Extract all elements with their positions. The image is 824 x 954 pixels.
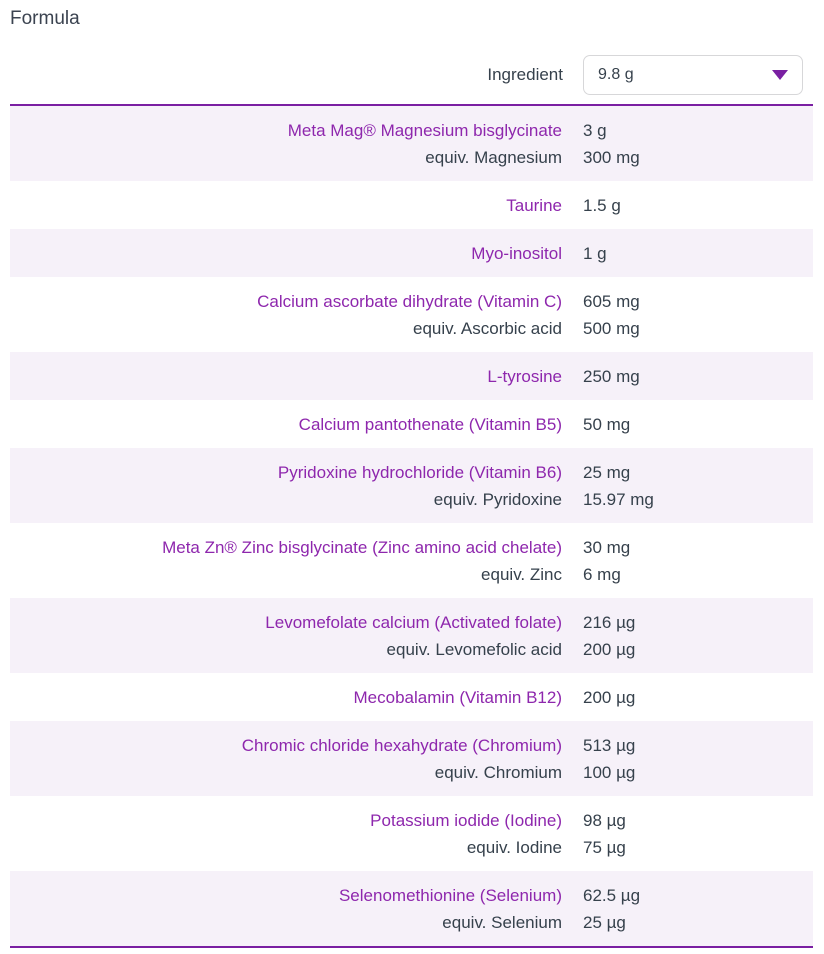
ingredient-amount-cell bbox=[583, 240, 813, 267]
ingredient-amount: 1 g bbox=[583, 244, 607, 263]
ingredient-amount-cell bbox=[583, 117, 813, 171]
ingredient-equiv-label: equiv. Levomefolic acid bbox=[386, 640, 562, 659]
table-row bbox=[10, 400, 813, 448]
ingredient-equiv-amount: 15.97 mg bbox=[583, 490, 654, 509]
ingredient-amount-cell bbox=[583, 192, 813, 219]
ingredient-name-cell bbox=[10, 411, 583, 438]
ingredient-amount: 50 mg bbox=[583, 415, 631, 434]
ingredient-name[interactable]: Meta Mag® Magnesium bisglycinate bbox=[287, 121, 562, 140]
ingredient-amount-cell bbox=[583, 609, 813, 663]
ingredient-name[interactable]: Chromic chloride hexahydrate (Chromium) bbox=[241, 736, 562, 755]
ingredient-name-cell bbox=[10, 609, 583, 663]
table-row bbox=[10, 871, 813, 946]
serving-size-value: 9.8 g bbox=[598, 66, 634, 83]
ingredient-amount: 30 mg bbox=[583, 538, 631, 557]
table-row bbox=[10, 796, 813, 871]
ingredient-name-cell bbox=[10, 807, 583, 861]
ingredient-amount: 605 mg bbox=[583, 292, 640, 311]
table-row bbox=[10, 448, 813, 523]
ingredient-equiv-amount: 25 µg bbox=[583, 913, 626, 932]
ingredient-name[interactable]: Levomefolate calcium (Activated folate) bbox=[265, 613, 562, 632]
ingredient-name-cell bbox=[10, 882, 583, 936]
ingredient-amount-cell bbox=[583, 288, 813, 342]
ingredient-amount-cell bbox=[583, 411, 813, 438]
ingredient-amount-cell bbox=[583, 684, 813, 711]
ingredient-name[interactable]: L-tyrosine bbox=[487, 367, 562, 386]
ingredient-equiv-amount: 75 µg bbox=[583, 838, 626, 857]
ingredient-equiv-amount: 6 mg bbox=[583, 565, 621, 584]
table-row bbox=[10, 523, 813, 598]
ingredient-name-cell bbox=[10, 288, 583, 342]
table-row bbox=[10, 721, 813, 796]
table-row bbox=[10, 229, 813, 277]
ingredient-amount-cell bbox=[583, 363, 813, 390]
ingredient-name[interactable]: Calcium pantothenate (Vitamin B5) bbox=[298, 415, 562, 434]
ingredient-name[interactable]: Meta Zn® Zinc bisglycinate (Zinc amino acid chelate) bbox=[162, 538, 562, 557]
table-row bbox=[10, 277, 813, 352]
ingredient-column-header: Ingredient bbox=[487, 65, 563, 84]
table-row bbox=[10, 106, 813, 181]
ingredient-name-cell bbox=[10, 732, 583, 786]
ingredient-amount: 25 mg bbox=[583, 463, 631, 482]
ingredient-equiv-amount: 300 mg bbox=[583, 148, 640, 167]
ingredient-amount: 250 mg bbox=[583, 367, 640, 386]
serving-size-dropdown[interactable] bbox=[583, 55, 803, 95]
ingredient-name[interactable]: Pyridoxine hydrochloride (Vitamin B6) bbox=[277, 463, 562, 482]
ingredient-equiv-label: equiv. Iodine bbox=[466, 838, 562, 857]
ingredient-name[interactable]: Selenomethionine (Selenium) bbox=[338, 886, 562, 905]
table-row bbox=[10, 598, 813, 673]
ingredient-name[interactable]: Potassium iodide (Iodine) bbox=[370, 811, 562, 830]
ingredient-name-cell bbox=[10, 363, 583, 390]
ingredient-equiv-label: equiv. Ascorbic acid bbox=[413, 319, 562, 338]
ingredient-amount-cell bbox=[583, 459, 813, 513]
ingredient-amount-cell bbox=[583, 807, 813, 861]
ingredient-name-cell bbox=[10, 534, 583, 588]
ingredient-equiv-label: equiv. Chromium bbox=[434, 763, 562, 782]
ingredient-equiv-amount: 500 mg bbox=[583, 319, 640, 338]
chevron-down-icon bbox=[772, 70, 788, 80]
ingredient-amount-cell bbox=[583, 534, 813, 588]
page-title: Formula bbox=[10, 8, 80, 29]
table-row bbox=[10, 673, 813, 721]
ingredient-amount: 513 µg bbox=[583, 736, 636, 755]
ingredient-name-cell bbox=[10, 240, 583, 267]
ingredient-amount-cell bbox=[583, 882, 813, 936]
ingredient-amount-cell bbox=[583, 732, 813, 786]
ingredient-name-cell bbox=[10, 459, 583, 513]
ingredient-equiv-label: equiv. Zinc bbox=[481, 565, 562, 584]
ingredient-name[interactable]: Mecobalamin (Vitamin B12) bbox=[353, 688, 562, 707]
ingredient-name-cell bbox=[10, 192, 583, 219]
ingredient-amount: 1.5 g bbox=[583, 196, 621, 215]
ingredient-amount: 216 µg bbox=[583, 613, 636, 632]
table-controls bbox=[0, 55, 803, 95]
ingredient-name[interactable]: Calcium ascorbate dihydrate (Vitamin C) bbox=[257, 292, 562, 311]
ingredient-name[interactable]: Myo-inositol bbox=[471, 244, 562, 263]
ingredient-name-cell bbox=[10, 684, 583, 711]
ingredient-name[interactable]: Taurine bbox=[506, 196, 562, 215]
ingredient-equiv-amount: 200 µg bbox=[583, 640, 636, 659]
table-row bbox=[10, 181, 813, 229]
ingredient-amount: 200 µg bbox=[583, 688, 636, 707]
ingredient-equiv-label: equiv. Magnesium bbox=[425, 148, 562, 167]
ingredient-equiv-label: equiv. Pyridoxine bbox=[433, 490, 562, 509]
formula-table bbox=[10, 104, 813, 948]
ingredient-amount: 98 µg bbox=[583, 811, 626, 830]
ingredient-equiv-amount: 100 µg bbox=[583, 763, 636, 782]
ingredient-amount: 62.5 µg bbox=[583, 886, 641, 905]
table-row bbox=[10, 352, 813, 400]
ingredient-name-cell bbox=[10, 117, 583, 171]
ingredient-amount: 3 g bbox=[583, 121, 607, 140]
ingredient-equiv-label: equiv. Selenium bbox=[442, 913, 562, 932]
